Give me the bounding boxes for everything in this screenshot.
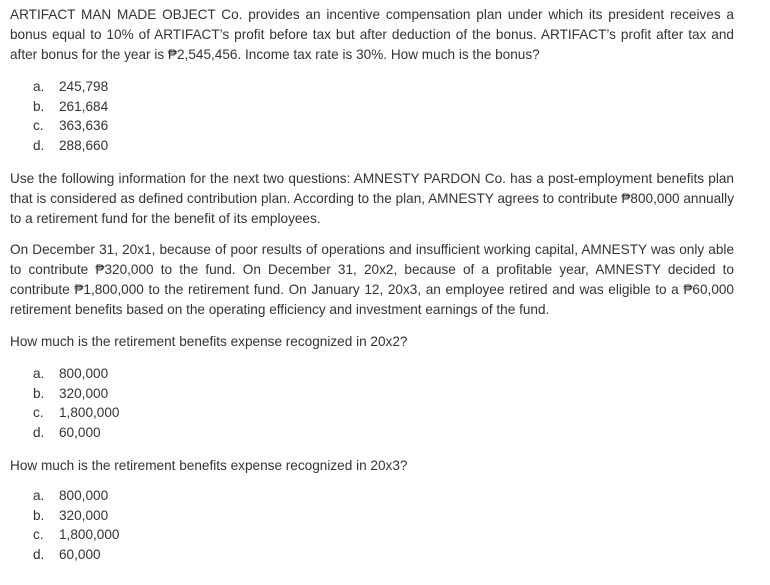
choice-value: 800,000 xyxy=(59,366,109,381)
choice-item xyxy=(33,403,760,423)
question-3-choices xyxy=(10,486,760,564)
choice-value: 320,000 xyxy=(59,385,109,401)
choice-item xyxy=(33,486,760,506)
choice-letter: a. xyxy=(33,79,45,94)
choice-item xyxy=(33,525,760,545)
choice-letter: d. xyxy=(33,546,45,562)
choice-letter: b. xyxy=(33,385,45,401)
choice-letter: c. xyxy=(33,527,44,542)
choice-letter: a. xyxy=(33,366,45,381)
choice-value: 800,000 xyxy=(59,488,109,503)
choice-value: 288,660 xyxy=(59,137,109,153)
choice-value: 320,000 xyxy=(59,507,109,523)
choice-item xyxy=(33,506,760,526)
choice-value: 245,798 xyxy=(59,79,109,94)
choice-letter: c. xyxy=(33,118,44,133)
choice-value: 261,684 xyxy=(59,98,109,114)
choice-letter: d. xyxy=(33,137,45,153)
choice-item xyxy=(33,384,760,404)
choice-value: 1,800,000 xyxy=(59,405,120,420)
choice-value: 363,636 xyxy=(59,118,109,133)
question-2-text: How much is the retirement benefits expense recognized in 20x2? xyxy=(10,334,408,349)
question-3-text: How much is the retirement benefits expense recognized in 20x3? xyxy=(10,458,408,473)
choice-item xyxy=(33,116,760,136)
choice-value: 60,000 xyxy=(59,546,101,562)
choice-item xyxy=(33,545,760,565)
choice-item xyxy=(33,77,760,97)
question-1-text: ARTIFACT MAN MADE OBJECT Co. provides an incentive compensation plan under which its president receives a bonus equal to 10% of ARTIFACT’s profit before tax but after deduction of the bonus. ARTIFACT’s profit after tax and after bonus for the year is ₱2,545,456. Income tax rate is 30%. How much is the bonus? xyxy=(10,7,734,62)
choice-letter: b. xyxy=(33,98,45,114)
facts-paragraph: On December 31, 20x1, because of poor results of operations and insufficient working capital, AMNESTY was only able to contribute ₱320,000 to the fund. On December 31, 20x2, because of a profitable year, AMNESTY decided to contribute ₱1,800,000 to the retirement fund. On January 12, 20x3, an employee retired and was eligible to a ₱60,000 retirement benefits based on the operating efficiency and investment earnings of the fund. xyxy=(10,242,734,317)
choice-item xyxy=(33,364,760,384)
intro-paragraph: Use the following information for the next two questions: AMNESTY PARDON Co. has a post-employment benefits plan that is considered as defined contribution plan. According to the plan, AMNESTY agrees to contribute ₱800,000 annually to a retirement fund for the benefit of its employees. xyxy=(10,171,734,226)
choice-item xyxy=(33,136,760,156)
choice-item xyxy=(33,423,760,443)
choice-value: 1,800,000 xyxy=(59,527,120,542)
question-1-choices xyxy=(10,77,760,155)
choice-letter: a. xyxy=(33,488,45,503)
choice-letter: c. xyxy=(33,405,44,420)
choice-item xyxy=(33,97,760,117)
question-2-choices xyxy=(10,364,760,442)
choice-letter: d. xyxy=(33,424,45,440)
choice-value: 60,000 xyxy=(59,424,101,440)
choice-letter: b. xyxy=(33,507,45,523)
